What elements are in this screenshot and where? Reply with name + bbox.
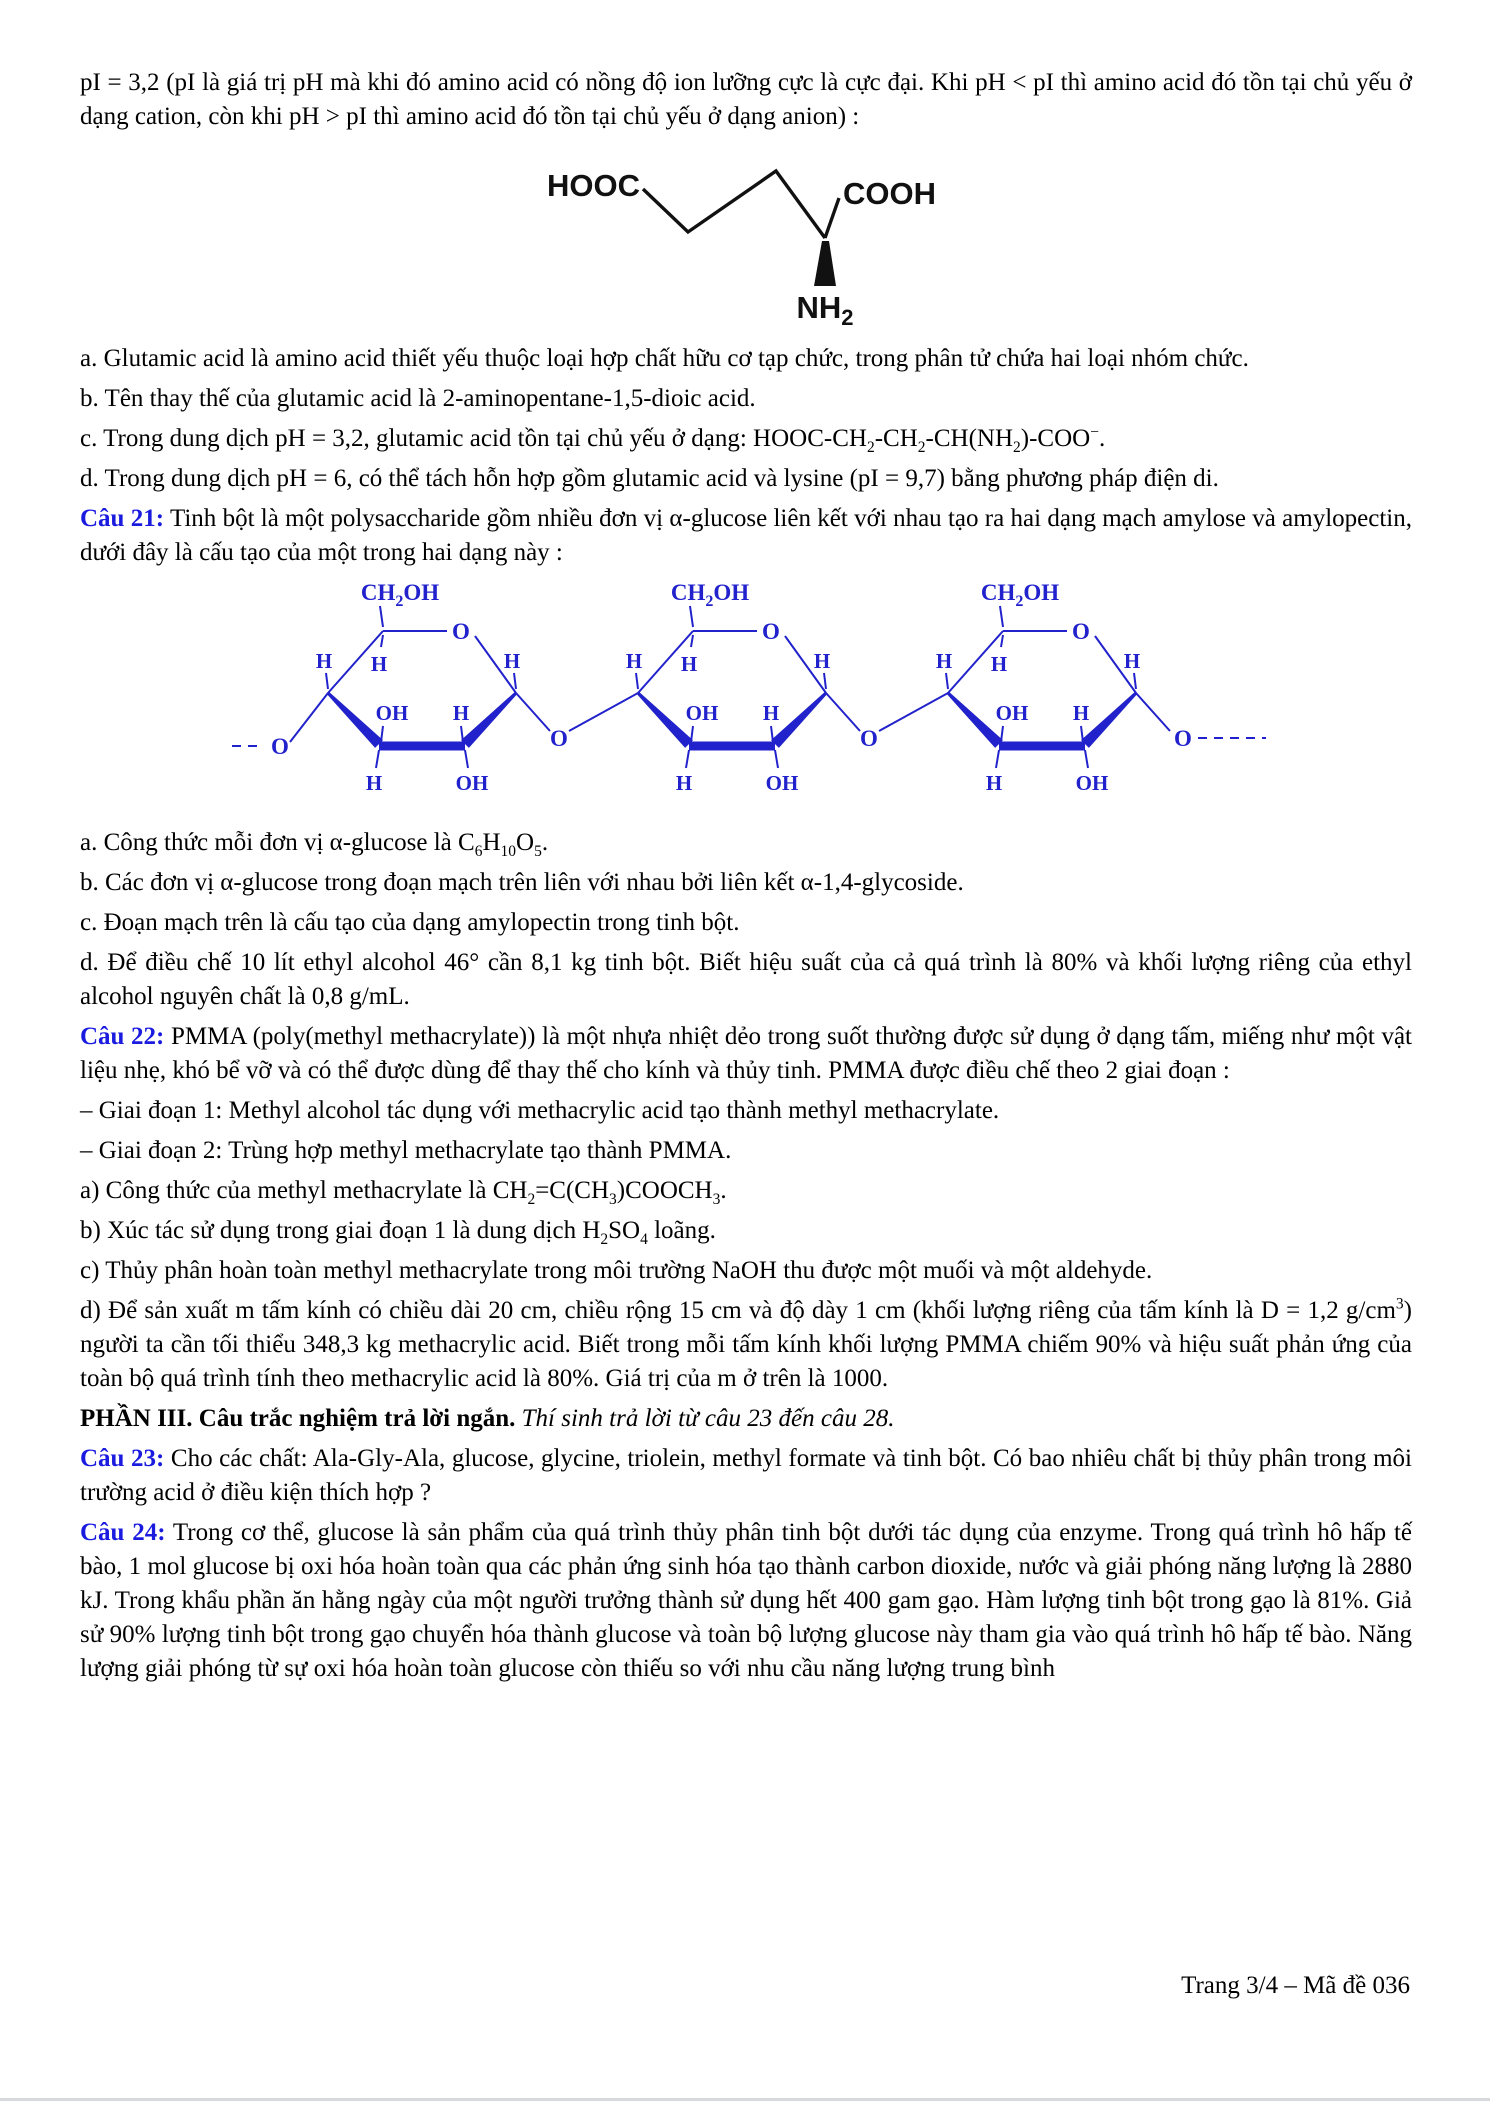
bond — [826, 693, 860, 731]
ch2oh-label: $CH_2OH$ — [980, 580, 1060, 610]
atom-label: OH — [685, 701, 719, 725]
bond — [1001, 635, 1003, 647]
text-run: . — [720, 1177, 727, 1204]
text-run: – Giai đoạn 1: Methyl alcohol tác dụng với methacrylic acid tạo thành methyl methacrylate. — [80, 1097, 1000, 1124]
question-21 — [80, 502, 1412, 570]
text-run: 2 — [600, 1231, 609, 1248]
text-run: b. Các đơn vị α-glucose trong đoạn mạch trên liên với nhau bởi liên kết α-1,4-glycoside. — [80, 869, 964, 896]
text-run: . — [1098, 425, 1106, 452]
wedge-bond — [1081, 692, 1137, 748]
bond — [1000, 606, 1003, 627]
bond — [879, 693, 948, 731]
wedge-bond — [771, 692, 827, 748]
glutamic-item-a — [80, 342, 1412, 376]
text-run: Cho các chất: Ala-Gly-Ala, glucose, glycine, triolein, methyl formate và tinh bột. Có bao nhiêu chất bị thủy phân trong môi trường acid ở điều kiện thích hợp ? — [80, 1445, 1412, 1506]
text-run: a) Công thức của methyl methacrylate là CH — [80, 1177, 528, 1204]
text-run: PHẦN III. Câu trắc nghiệm trả lời ngắn. — [80, 1405, 516, 1432]
question-22 — [80, 1020, 1412, 1088]
text-run: a. Glutamic acid là amino acid thiết yếu thuộc loại hợp chất hữu cơ tạp chức, trong phân tử chứa hai loại nhóm chức. — [80, 345, 1249, 372]
bond — [1134, 673, 1136, 689]
glutamic-acid-structure-figure — [540, 144, 1412, 336]
atom-label: OH — [455, 771, 489, 795]
text-run: Câu 22: — [80, 1023, 165, 1050]
bond — [825, 198, 839, 238]
text-run: b) Xúc tác sử dụng trong giai đoạn 1 là dung dịch H — [80, 1217, 601, 1244]
ring-oxygen-label: O — [762, 619, 780, 644]
wedge-bond — [947, 692, 1003, 748]
text-run: Câu 21: — [80, 505, 165, 532]
q21-item-a — [80, 826, 1412, 860]
text-run: d. Để điều chế 10 lít ethyl alcohol 46° cần 8,1 kg tinh bột. Biết hiệu suất của cả quá trình là 80% và khối lượng riêng của ethyl alcohol nguyên chất là 0,8 g/mL. — [80, 949, 1412, 1010]
text-run: b. Tên thay thế của glutamic acid là 2-aminopentane-1,5-dioic acid. — [80, 385, 756, 412]
nh2-label: $NH_2$ — [796, 290, 854, 326]
bond — [691, 635, 693, 647]
text-run: Câu 23: — [80, 1445, 165, 1472]
atom-label: H — [1123, 649, 1141, 673]
right-terminal-oxygen: O — [1174, 726, 1192, 751]
ch2oh-label: $CH_2OH$ — [360, 580, 440, 610]
text-run: d. Trong dung dịch pH = 6, có thể tách hỗn hợp gồm glutamic acid và lysine (pI = 9,7) bằng phương pháp điện di. — [80, 465, 1219, 492]
text-run: )COOCH — [616, 1177, 713, 1204]
q22-item-c — [80, 1254, 1412, 1288]
text-run: a. Công thức mỗi đơn vị α-glucose là C — [80, 829, 475, 856]
bond — [516, 693, 550, 731]
atom-label: OH — [1075, 771, 1109, 795]
text-run: )-COO — [1020, 425, 1091, 452]
cooh-label: COOH — [843, 176, 936, 211]
atom-label: H — [1072, 701, 1090, 725]
bond — [326, 673, 328, 689]
text-run: 4 — [640, 1231, 648, 1248]
page-bottom-edge — [0, 2098, 1490, 2101]
bond — [996, 750, 999, 768]
question-23 — [80, 1442, 1412, 1510]
bond — [690, 606, 693, 627]
bond — [465, 750, 468, 768]
text-run: Thí sinh trả lời từ câu 23 đến câu 28. — [515, 1405, 895, 1432]
text-run: ) người ta cần tối thiểu 348,3 kg methacrylic acid. Biết trong mỗi tấm kính khối lượng PMMA chiếm 90% và hiệu suất phản ứng của toàn bộ quá trình tính theo methacrylic acid là 80%. Giá trị của m ở trên là 1000. — [80, 1297, 1412, 1392]
glucose-chain-structure-figure — [218, 576, 1412, 816]
bridge-oxygen-label: O — [550, 726, 568, 751]
glutamic-item-b — [80, 382, 1412, 416]
text-run: 10 — [500, 843, 516, 860]
bond — [946, 673, 948, 689]
atom-label: H — [675, 771, 693, 795]
left-terminal-oxygen: O — [271, 734, 289, 759]
ch2oh-label: $CH_2OH$ — [670, 580, 750, 610]
bond — [376, 750, 379, 768]
bond — [569, 693, 638, 731]
atom-label: OH — [765, 771, 799, 795]
atom-label: H — [935, 649, 953, 673]
document-body — [80, 60, 1412, 1692]
atom-label: H — [985, 771, 1003, 795]
bond — [1085, 750, 1088, 768]
text-run: loãng. — [647, 1217, 716, 1244]
bond — [1136, 693, 1170, 731]
atom-label: H — [365, 771, 383, 795]
text-run: d) Để sản xuất m tấm kính có chiều dài 20 cm, chiều rộng 15 cm và độ dày 1 cm (khối lượng riêng của tấm kính là D = 1,2 g/cm — [80, 1297, 1396, 1324]
text-run: O — [516, 829, 535, 856]
wedge-bond — [814, 241, 836, 286]
atom-label: H — [370, 652, 388, 676]
text-run: 3 — [712, 1191, 721, 1208]
atom-label: H — [452, 701, 470, 725]
text-run: − — [1090, 423, 1099, 441]
text-run: =C(CH — [535, 1177, 610, 1204]
text-run: Câu 24: — [80, 1519, 166, 1546]
bond — [290, 693, 328, 742]
bond — [636, 673, 638, 689]
atom-label: H — [503, 649, 521, 673]
atom-label: H — [680, 652, 698, 676]
bridge-oxygen-label: O — [860, 726, 878, 751]
text-run: 3 — [1395, 1295, 1404, 1313]
wedge-bond — [637, 692, 693, 748]
ring-oxygen-label: O — [1072, 619, 1090, 644]
text-run: c. Đoạn mạch trên là cấu tạo của dạng amylopectin trong tinh bột. — [80, 909, 740, 936]
q22-item-a — [80, 1174, 1412, 1208]
bond — [775, 750, 778, 768]
hooc-label: HOOC — [547, 168, 640, 203]
glutamic-item-c — [80, 422, 1412, 456]
text-run: 6 — [474, 843, 483, 860]
question-24 — [80, 1516, 1412, 1686]
text-run: 3 — [609, 1191, 617, 1208]
text-run: Trong cơ thể, glucose là sản phẩm của quá trình thủy phân tinh bột dưới tác dụng của enzyme. Trong quá trình hô hấp tế bào, 1 mol glucose bị oxi hóa hoàn toàn qua các phản ứng sinh hóa tạo thành carbon dioxide, nước và giải phóng năng lượng là 2880 kJ. Trong khẩu phần ăn hằng ngày của một người trưởng thành sử dụng hết 400 gam gạo. Hàm lượng tinh bột trong gạo là 81%. Giả sử 90% lượng tinh bột trong gạo chuyển hóa thành glucose và toàn bộ lượng glucose này tham gia vào quá trình hô hấp tế bào. Năng lượng giải phóng từ sự oxi hóa hoàn toàn glucose còn thiếu so với nhu cầu năng lượng trung bình — [80, 1519, 1412, 1682]
text-run: c. Trong dung dịch pH = 3,2, glutamic acid tồn tại chủ yếu ở dạng: HOOC-CH — [80, 425, 867, 452]
bond — [514, 673, 516, 689]
text-run: Tinh bột là một polysaccharide gồm nhiều đơn vị α-glucose liên kết với nhau tạo ra hai dạng mạch amylose và amylopectin, dưới đây là cấu tạo của một trong hai dạng này : — [80, 505, 1412, 566]
wedge-bond — [327, 692, 383, 748]
q22-item-d — [80, 1294, 1412, 1396]
bond — [381, 635, 383, 647]
glutamic-acid-structure — [540, 144, 960, 326]
atom-label: H — [813, 649, 831, 673]
text-run: 2 — [527, 1191, 536, 1208]
atom-label: H — [990, 652, 1008, 676]
text-run: PMMA (poly(methyl methacrylate)) là một nhựa nhiệt dẻo trong suốt thường được sử dụng ở dạng tấm, miếng như một vật liệu nhẹ, khó bể vỡ và có thể được dùng để thay thế cho kính và thủy tinh. PMMA được điều chế theo 2 giai đoạn : — [80, 1023, 1412, 1084]
bond — [824, 673, 826, 689]
atom-label: H — [762, 701, 780, 725]
q22-item-b — [80, 1214, 1412, 1248]
bond — [686, 750, 689, 768]
q21-item-d — [80, 946, 1412, 1014]
q21-item-b — [80, 866, 1412, 900]
text-run: 2 — [1013, 439, 1021, 456]
atom-label: OH — [375, 701, 409, 725]
carbon-chain-bonds — [643, 171, 825, 238]
glucose-chain-structure — [218, 576, 1288, 806]
ring-oxygen-label: O — [452, 619, 470, 644]
text-run: 2 — [866, 439, 875, 456]
glutamic-item-d — [80, 462, 1412, 496]
bond — [380, 606, 383, 627]
atom-label: H — [625, 649, 643, 673]
page-footer: Trang 3/4 – Mã đề 036 — [1181, 1972, 1410, 1999]
text-run: . — [541, 829, 549, 856]
atom-label: H — [315, 649, 333, 673]
text-run: SO — [608, 1217, 641, 1244]
q22-stage-1 — [80, 1094, 1412, 1128]
wedge-bond — [461, 692, 517, 748]
atom-label: OH — [995, 701, 1029, 725]
text-run: – Giai đoạn 2: Trùng hợp methyl methacrylate tạo thành PMMA. — [80, 1137, 732, 1164]
q22-stage-2 — [80, 1134, 1412, 1168]
text-run: H — [482, 829, 501, 856]
section-3-header — [80, 1402, 1412, 1436]
text-run: -CH(NH — [925, 425, 1014, 452]
text-run: 2 — [917, 439, 926, 456]
q21-item-c — [80, 906, 1412, 940]
text-run: -CH — [874, 425, 918, 452]
text-run: pI = 3,2 (pI là giá trị pH mà khi đó amino acid có nồng độ ion lưỡng cực là cực đại. Khi pH < pI thì amino acid đó tồn tại chủ yếu ở dạng cation, còn khi pH > pI thì amino acid đó tồn tại chủ yếu ở dạng anion) : — [80, 69, 1412, 130]
text-run: 5 — [534, 843, 542, 860]
text-run: c) Thủy phân hoàn toàn methyl methacrylate trong môi trường NaOH thu được một muối và một aldehyde. — [80, 1257, 1153, 1284]
intro-paragraph — [80, 66, 1412, 134]
